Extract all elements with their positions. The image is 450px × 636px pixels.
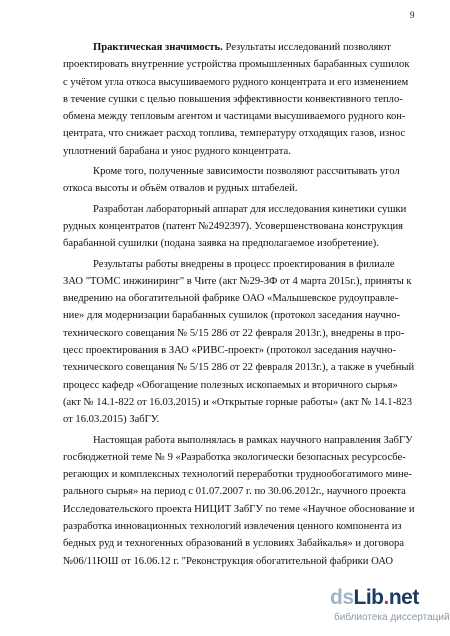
text-line: центрата, что снижает расход топлива, температуру отходящих газов, износ bbox=[63, 128, 406, 140]
watermark-caption: библиотека диссертаций bbox=[334, 612, 450, 623]
document-body bbox=[63, 39, 415, 570]
paragraph-practical-significance bbox=[63, 39, 415, 160]
dslib-logo: dsLib.net bbox=[330, 586, 419, 609]
text-line: разработка инновационных технологий извлечения ценного компонента из bbox=[63, 521, 402, 533]
text-line: рудных концентратов (патент №2492397). Усовершенствована конструкция bbox=[63, 220, 404, 232]
text-line: ЗАО "ТОМС инжиниринг" в Чите (акт №29-ЗФ от 4 марта 2015г.), приняты к bbox=[63, 275, 412, 287]
text-line: Разработан лабораторный аппарат для исследования кинетики сушки bbox=[93, 203, 407, 215]
paragraph-apparatus bbox=[63, 201, 415, 253]
text-line: рального сырья» на период с 01.07.2007 г. по 30.06.2012г., научного проекта bbox=[63, 486, 406, 498]
text-line: регающих и комплексных технологий переработки труднообогатимого мине- bbox=[63, 469, 412, 481]
paragraph-dependencies bbox=[63, 163, 415, 198]
text-line: с учётом угла откоса высушиваемого рудного концентрата и его изменением bbox=[63, 76, 409, 88]
text-line: технического совещания № 5/15 286 от 22 февраля 2013г.), а также в учебный bbox=[63, 362, 415, 374]
text-line: (акт № 14.1-822 от 16.03.2015) и «Открытые горные работы» (акт № 14.1-823 bbox=[63, 396, 412, 408]
text-line: №06/11ЮШ от 16.06.12 г. "Реконструкция обогатительной фабрики ОАО bbox=[63, 555, 394, 567]
page-number: 9 bbox=[410, 10, 415, 20]
text-line: процесс кафедр «Обогащение полезных ископаемых и вторичного сырья» bbox=[63, 379, 398, 391]
paragraph-implementation bbox=[63, 256, 415, 429]
text-line: откоса высоты и объём отвалов и рудных штабелей. bbox=[63, 183, 298, 195]
text-line: госбюджетной теме № 9 «Разработка экологически безопасных ресурсосбе- bbox=[63, 451, 406, 463]
paragraph-research-framework bbox=[63, 432, 415, 570]
text-line: Кроме того, полученные зависимости позволяют рассчитывать угол bbox=[93, 166, 400, 178]
text-line: обмена между тепловым агентом и частицами высушиваемого рудного кон- bbox=[63, 111, 406, 123]
text-line: проектировать внутренние устройства промышленных барабанных сушилок bbox=[63, 59, 410, 71]
text-line: бедных руд и техногенных образований в условиях Забайкалья» и договора bbox=[63, 538, 404, 550]
text-line: Практическая значимость. Результаты исследований позволяют bbox=[93, 42, 391, 53]
paragraph-lead: Практическая значимость. bbox=[93, 42, 223, 53]
text-line: внедрению на обогатительной фабрике ОАО «Малышевское рудоуправле- bbox=[63, 293, 399, 305]
watermark-logo[interactable] bbox=[330, 586, 450, 630]
text-line: Результаты работы внедрены в процесс проектирования в филиале bbox=[93, 258, 395, 270]
text-line: технического совещания № 5/15 286 от 22 февраля 2013г.), внедрены в про- bbox=[63, 327, 405, 339]
text-line: цесс проектирования в ЗАО «РИВС-проект» (протокол заседания научно- bbox=[63, 345, 396, 357]
text-line: ние» для модернизации барабанных сушилок (протокол заседания научно- bbox=[63, 310, 401, 322]
text-line: от 16.03.2015) ЗабГУ. bbox=[63, 414, 160, 426]
text-line: в течение сушки с целью повышения эффективности конвективного тепло- bbox=[63, 93, 403, 105]
text-line: уплотнений барабана и унос рудного концентрата. bbox=[63, 145, 291, 157]
text-line: Настоящая работа выполнялась в рамках научного направления ЗабГУ bbox=[93, 434, 413, 446]
text-line: Исследовательского проекта НИЦИТ ЗабГУ по теме «Научное обоснование и bbox=[63, 503, 415, 515]
text-line: барабанной сушилки (подана заявка на предполагаемое изобретение). bbox=[63, 238, 379, 250]
